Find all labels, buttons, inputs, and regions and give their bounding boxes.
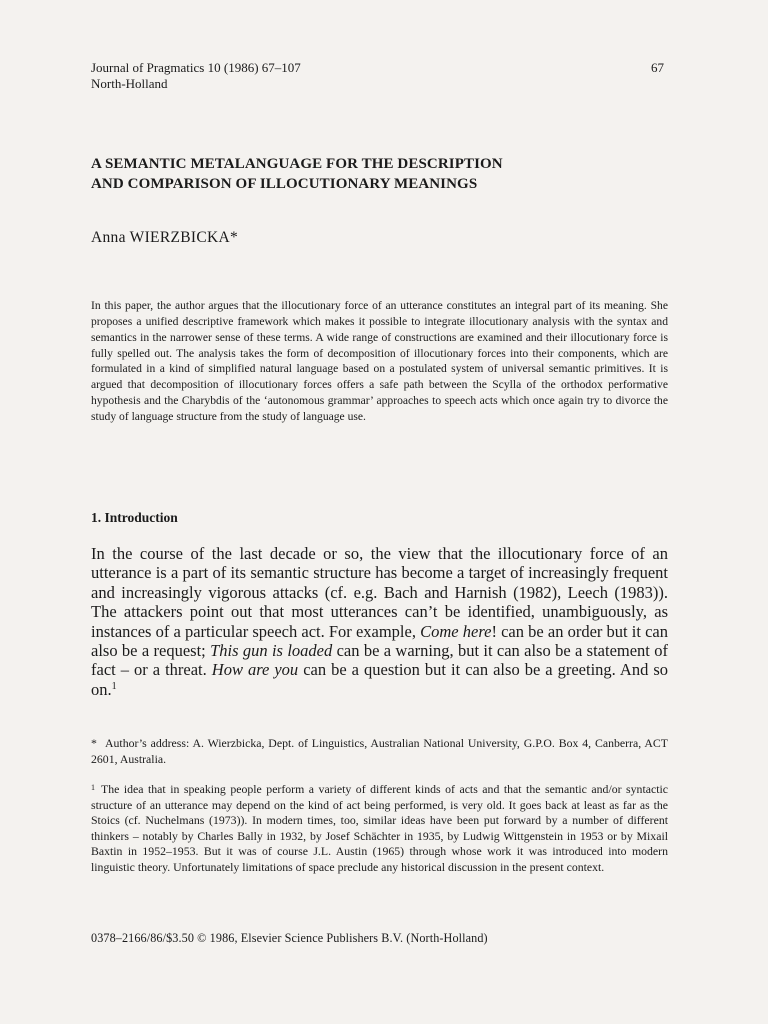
section-heading: 1. Introduction	[91, 510, 178, 525]
running-header	[91, 60, 301, 92]
author-name: Anna WIERZBICKA*	[91, 229, 239, 246]
title-line-1: A SEMANTIC METALANGUAGE FOR THE DESCRIPTION	[91, 156, 503, 172]
body-text-part-4: can be a question but it can also be a greeting. And so on.	[91, 660, 668, 699]
copyright-line: 0378–2166/86/$3.50 © 1986, Elsevier Science Publishers B.V. (North-Holland)	[91, 931, 488, 945]
footnote-reference: 1	[111, 680, 117, 692]
body-text-part-3: can be a warning, but it can also be a statement of fact – or a threat.	[91, 641, 668, 680]
footnote-asterisk: *	[91, 736, 97, 750]
footnote-1	[91, 780, 668, 876]
journal-citation: Journal of Pragmatics 10 (1986) 67–107	[91, 60, 301, 75]
title-line-2: AND COMPARISON OF ILLOCUTIONARY MEANINGS	[91, 176, 478, 192]
footnote-author-address	[91, 736, 668, 767]
body-text-part-2: ! can be an order but it can also be a request;	[91, 621, 668, 661]
footnote-1-number: 1	[91, 783, 95, 792]
abstract: In this paper, the author argues that the illocutionary force of an utterance constitutes an integral part of its meaning. She proposes a unified descriptive framework which makes it possible to integrate illocutionary analysis with the syntax and semantics in the narrower sense of these terms. A wide range of constructions are examined and their illocutionary force is fully spelled out. The analysis takes the form of decomposition of illocutionary forces into their components, which are formulated in a kind of simplified natural language based on a postulated system of universal semantic primitives. It is argued that decomposition of illocutionary forces offers a safe path between the Scylla of the orthodox performative hypothesis and the Charybdis of the ‘autonomous grammar’ approaches to speech acts which once again try to divorce the study of language structure from the study of language use.	[91, 299, 668, 423]
example-this-gun-is-loaded: This gun is loaded	[210, 641, 333, 661]
publisher-name: North-Holland	[91, 76, 168, 91]
example-how-are-you: How are you	[211, 660, 299, 680]
footnote-1-text: The idea that in speaking people perform a variety of different kinds of acts and that the semantic and/or syntactic structure of an utterance may depend on the kind of act being performed, is very old. It goes back at least as far as the Stoics (cf. Nuchelmans (1973)). In modern times, too, similar ideas have been put forward by a number of different thinkers – notably by Charles Bally in 1932, by Josef Schächter in 1935, by Ludwig Wittgenstein in 1953 or by Mixail Baxtin in 1952–1953. But it was of course J.L. Austin (1965) through whose work it was introduced into modern linguistic theory. Unfortunately limitations of space preclude any historical discussion in the present context.	[91, 782, 668, 874]
footnote-author-text: Author’s address: A. Wierzbicka, Dept. of Linguistics, Australian National University, G.P.O. Box 4, Canberra, ACT 2601, Australia.	[91, 736, 668, 766]
article-title	[91, 154, 671, 194]
introduction-paragraph	[91, 544, 668, 699]
body-text-part-1: In the course of the last decade or so, the view that the illocutionary force of an utterance is a part of its semantic structure has become a target of increasingly frequent and increasingly vigorous attacks (cf. e.g. Bach and Harnish (1982), Leech (1983)). The attackers point out that most utterances can’t be identified, unambiguously, as instances of a particular speech act. For example,	[91, 544, 668, 641]
page-number: 67	[651, 60, 664, 75]
example-come-here: Come here	[420, 621, 492, 641]
